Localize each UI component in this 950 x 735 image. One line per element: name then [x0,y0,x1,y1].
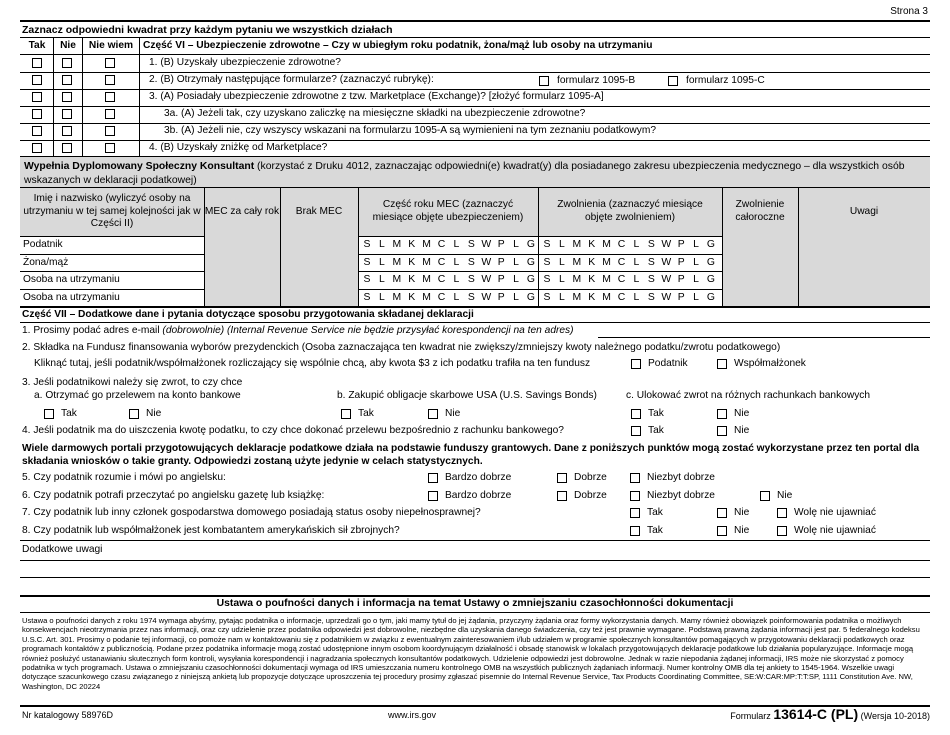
mec-cell[interactable] [204,289,280,307]
mec-months[interactable] [360,274,538,286]
month-cell[interactable]: L [379,291,385,303]
month-cell[interactable]: L [379,239,385,250]
exempt-months[interactable] [540,257,718,269]
q6-no-checkbox[interactable] [62,143,72,153]
q5-good-checkbox[interactable] [557,473,567,483]
month-cell[interactable]: M [572,274,582,285]
month-cell[interactable]: M [392,239,402,250]
q3a-label: a. Otrzymać go przelewem na konto bankowe [34,390,241,401]
month-cell[interactable]: P [677,256,685,268]
month-cell[interactable]: P [677,274,685,285]
q7-no-checkbox[interactable] [717,508,727,518]
q2b-label: Kliknąć tutaj, jeśli podatnik/współmałżonek rozliczający się wspólnie chcą, aby kwota $3 z ich podatku trafiła na ten fundusz [34,358,591,369]
month-cell[interactable]: G [526,291,536,303]
q3a-yes-label: Tak [61,408,77,419]
month-cell[interactable]: W [481,291,492,303]
q7-prefer-not-label: Wolę nie ujawniać [794,507,876,518]
additional-remarks-label: Dodatkowe uwagi [22,544,103,555]
part7-title: Część VII – Dodatkowe dane i pytania dotyczące sposobu przygotowania składanej deklaracji [22,309,474,320]
th-exemptions: Zwolnienia (zaznaczyć miesiące objęte zwolnieniem) [557,199,703,223]
th-name: Imię i nazwisko (wyliczyć osoby na utrzymaniu w tej samej kolejności jak w Części II) [23,192,201,230]
form-1095c-label: formularz 1095-C [686,75,765,86]
month-cell[interactable]: L [633,274,640,285]
q3-label: 3. Jeśli podatnikowi należy się zwrot, to czy chce [22,377,243,388]
question-label: 3. (A) Posiadały ubezpieczenie zdrowotne z tzw. Marketplace (Exchange)? [złożyć formularz 1095-A] [149,91,604,102]
q6-label: 6. Czy podatnik potrafi przeczytać po angielsku gazetę lub książkę: [22,490,325,501]
q3c-label: c. Ulokować zwrot na różnych rachunkach bankowych [626,390,871,401]
fund-spouse-checkbox[interactable] [717,359,727,369]
month-cell[interactable]: W [481,239,492,250]
col-dont-know: Nie wiem [88,40,134,51]
form-1095b-checkbox[interactable] [539,76,549,86]
month-cell[interactable]: S [467,274,475,285]
month-cell[interactable]: P [497,239,505,250]
q6-no-checkbox[interactable] [760,491,770,501]
q3b-no-checkbox[interactable] [428,409,438,419]
q5-label: 5. Czy podatnik rozumie i mówi po angielsku: [22,472,226,483]
fund-taxpayer-label: Podatnik [648,358,688,369]
month-cell[interactable]: G [706,291,716,303]
form-1095b-label: formularz 1095-B [557,75,636,86]
mec-cell[interactable] [280,271,358,289]
month-cell[interactable]: C [617,291,626,303]
q8-yes-checkbox[interactable] [630,526,640,536]
q4-yes-checkbox[interactable] [631,426,641,436]
month-cell[interactable]: L [513,291,519,303]
q1-no-checkbox[interactable] [62,58,72,68]
q1-email-label: 1. Prosimy podać adres e-mail (dobrowolnie) (Internal Revenue Service nie będzie przysyłać korespondencji na ten adres) [22,325,574,336]
month-cell[interactable]: S [543,291,551,303]
mec-months[interactable] [360,239,538,251]
q5-not-well-label: Niezbyt dobrze [647,472,715,483]
grant-notice: Wiele darmowych portali przygotowujących deklaracje podatkowe działa na podstawie funduszy grantowych. Dane z poniższych punktów mogą zostać wykorzystane przez ten portal dla składania wniosków o takie granty. Odpowiedzi zostaną użyte jedynie w celach statystycznych. [22,443,920,468]
month-cell[interactable]: K [408,274,416,285]
mec-cell[interactable] [722,254,798,272]
month-cell[interactable]: S [467,239,475,250]
q3c-no-checkbox[interactable] [717,409,727,419]
q3c-no-label: Nie [734,408,750,419]
q3-no-checkbox[interactable] [62,92,72,102]
q6-good-checkbox[interactable] [557,491,567,501]
month-cell[interactable]: W [661,239,672,250]
q8-label: 8. Czy podatnik lub współmałżonek jest kombatantem amerykańskich sił zbrojnych? [22,525,400,536]
email-input-line[interactable] [598,337,930,338]
q8-no-checkbox[interactable] [717,526,727,536]
month-cell[interactable]: L [693,274,699,285]
month-cell[interactable]: L [513,256,519,268]
q4-yes-checkbox[interactable] [32,109,42,119]
month-cell[interactable]: S [647,239,655,250]
privacy-title: Ustawa o poufności danych i informacja na temat Ustawy o zmniejszaniu czasochłonności dokumentacji [216,598,734,609]
month-cell[interactable]: C [437,291,446,303]
q5-very-good-checkbox[interactable] [428,473,438,483]
q3c-yes-checkbox[interactable] [631,409,641,419]
month-cell[interactable]: W [661,256,672,268]
q3-dont-know-checkbox[interactable] [105,92,115,102]
month-cell[interactable]: M [422,291,431,303]
month-cell[interactable]: L [693,256,699,268]
mec-months[interactable] [360,292,538,304]
month-cell[interactable]: K [588,256,596,268]
month-cell[interactable]: S [467,256,475,268]
month-cell[interactable]: P [677,239,685,250]
mec-cell[interactable] [798,236,930,254]
month-cell[interactable]: S [363,256,371,268]
month-cell[interactable]: M [602,239,611,250]
month-cell[interactable]: P [677,291,685,303]
q8-no-label: Nie [734,525,750,536]
q3a-no-label: Nie [146,408,162,419]
month-cell[interactable]: G [706,274,716,285]
col-yes: Tak [28,40,46,51]
q7-yes-checkbox[interactable] [630,508,640,518]
catalog-number: Nr katalogowy 58976D [22,710,114,720]
person-name: Żona/mąż [23,256,69,268]
mec-cell[interactable] [798,289,930,307]
month-cell[interactable]: C [437,274,446,285]
month-cell[interactable]: G [526,256,536,268]
question-label: 3a. (A) Jeżeli tak, czy uzyskano zaliczkę na miesięczne składki na ubezpieczenie zdrowotne? [164,108,586,119]
remarks-line-1[interactable] [20,560,930,561]
q5-dont-know-checkbox[interactable] [105,126,115,136]
person-name: Osoba na utrzymaniu [23,291,120,303]
question-label: 2. (B) Otrzymały następujące formularze? (zaznaczyć rubrykę): [149,74,434,85]
month-cell[interactable]: C [437,256,446,268]
month-cell[interactable]: L [633,256,640,268]
person-name: Osoba na utrzymaniu [23,274,120,285]
month-cell[interactable]: M [392,274,402,285]
month-cell[interactable]: W [661,274,672,285]
month-cell[interactable]: P [497,291,505,303]
month-cell[interactable]: L [693,239,699,250]
q3-yes-checkbox[interactable] [32,92,42,102]
mec-cell[interactable] [798,271,930,289]
month-cell[interactable]: S [543,256,551,268]
q4-no-checkbox[interactable] [62,109,72,119]
month-cell[interactable]: W [481,256,492,268]
month-cell[interactable]: K [408,256,416,268]
month-cell[interactable]: M [392,291,402,303]
q2-dont-know-checkbox[interactable] [105,75,115,85]
fund-spouse-label: Współmałżonek [734,358,806,369]
month-cell[interactable]: S [363,274,371,285]
q2-no-checkbox[interactable] [62,75,72,85]
month-cell[interactable]: S [363,239,371,250]
month-cell[interactable]: M [392,256,402,268]
mec-cell[interactable] [204,254,280,272]
month-cell[interactable]: L [379,256,385,268]
exempt-months[interactable] [540,239,718,251]
col-no: Nie [60,40,76,51]
mec-cell[interactable] [280,289,358,307]
q4-label: 4. Jeśli podatnik ma do uiszczenia kwotę podatku, to czy chce dokonać przelewu bezpośrednio z rachunku bankowego? [22,425,564,436]
month-cell[interactable]: M [572,239,582,250]
q7-prefer-not-checkbox[interactable] [777,508,787,518]
q8-prefer-not-label: Wolę nie ujawniać [794,525,876,536]
th-mec-full: MEC za cały rok [204,205,280,217]
month-cell[interactable]: L [559,256,565,268]
month-cell[interactable]: L [633,291,640,303]
q6-very-good-checkbox[interactable] [428,491,438,501]
q5-no-checkbox[interactable] [62,126,72,136]
month-cell[interactable]: L [453,291,460,303]
month-cell[interactable]: S [543,239,551,250]
month-cell[interactable]: W [481,274,492,285]
q5-not-well-checkbox[interactable] [630,473,640,483]
month-cell[interactable]: K [408,291,416,303]
month-cell[interactable]: C [437,239,446,250]
q8-yes-label: Tak [647,525,663,536]
fund-taxpayer-checkbox[interactable] [631,359,641,369]
month-cell[interactable]: K [588,291,596,303]
month-cell[interactable]: C [617,256,626,268]
month-cell[interactable]: L [379,274,385,285]
q3c-yes-label: Tak [648,408,664,419]
q7-yes-label: Tak [647,507,663,518]
q6-good-label: Dobrze [574,490,607,501]
month-cell[interactable]: S [647,291,655,303]
q6-dont-know-checkbox[interactable] [105,143,115,153]
month-cell[interactable]: M [422,239,431,250]
month-cell[interactable]: C [617,239,626,250]
month-cell[interactable]: S [467,291,475,303]
month-cell[interactable]: L [633,239,640,250]
q3a-no-checkbox[interactable] [129,409,139,419]
month-cell[interactable]: P [497,274,505,285]
month-cell[interactable]: L [559,291,565,303]
q6-not-well-label: Niezbyt dobrze [647,490,715,501]
q3b-no-label: Nie [445,408,461,419]
month-cell[interactable]: S [647,256,655,268]
mec-cell[interactable] [204,236,280,254]
question-label: 3b. (A) Jeżeli nie, czy wszyscy wskazani na formularzu 1095-A są wymienieni na tym zeznaniu podatkowym? [164,125,657,136]
q3a-yes-checkbox[interactable] [44,409,54,419]
q4-dont-know-checkbox[interactable] [105,109,115,119]
exempt-months[interactable] [540,292,718,304]
month-cell[interactable]: L [513,274,519,285]
q6-yes-checkbox[interactable] [32,143,42,153]
mec-cell[interactable] [204,271,280,289]
irs-url[interactable]: www.irs.gov [388,710,437,720]
month-cell[interactable]: M [422,256,431,268]
month-cell[interactable]: L [513,239,519,250]
month-cell[interactable]: M [602,256,611,268]
question-label: 4. (B) Uzyskały zniżkę od Marketplace? [149,142,328,153]
month-cell[interactable]: G [526,274,536,285]
remarks-line-2[interactable] [20,577,930,578]
month-cell[interactable]: M [572,291,582,303]
q2-label: 2. Składka na Fundusz finansowania wyborów prezydenckich (Osoba zaznaczająca ten kwadrat nie zwiększy/zmniejszy kwoty należnego podatku/zwrotu podatkowego) [22,342,781,353]
month-cell[interactable]: K [588,274,596,285]
month-cell[interactable]: L [693,291,699,303]
q5-very-good-label: Bardzo dobrze [445,472,512,483]
mec-cell[interactable] [722,236,798,254]
person-name: Podatnik [23,239,63,250]
q4-yes-label: Tak [648,425,664,436]
mec-cell[interactable] [722,271,798,289]
month-cell[interactable]: P [497,256,505,268]
exempt-months[interactable] [540,274,718,286]
month-cell[interactable]: K [588,239,596,250]
mec-cell[interactable] [722,289,798,307]
q1-dont-know-checkbox[interactable] [105,58,115,68]
month-cell[interactable]: C [617,274,626,285]
q3b-yes-checkbox[interactable] [341,409,351,419]
question-label: 1. (B) Uzyskały ubezpieczenie zdrowotne? [149,57,341,68]
month-cell[interactable]: L [559,239,565,250]
page-number: Strona 3 [890,6,928,17]
q3b-label: b. Zakupić obligacje skarbowe USA (U.S. Savings Bonds) [337,390,597,401]
mec-months[interactable] [360,257,538,269]
q3b-yes-label: Tak [358,408,374,419]
q6-very-good-label: Bardzo dobrze [445,490,512,501]
q7-label: 7. Czy podatnik lub inny członek gospodarstwa domowego posiadają status osoby niepełnosprawnej? [22,507,481,518]
privacy-text: Ustawa o poufności danych z roku 1974 wymaga abyśmy, pytając podatnika o informacje, uprzedzali go o tym, jaki mamy tytuł do jej żądania, przyczyny żądania oraz formy wykorzystania danych. Mamy również obowiązek poinformowania podatnika o możliwych konsekwencjach nieotrzymania przez nas informacji, oraz czy udzielenie przez podatnika odpowiedzi jest dobrowolne, niezbędne dla uzyskania danego świadczenia, czy też jest prawnie wymagane. Podstawą prawną żądania informacji jest par. 5 federalnego kodeksu U.S.C. Art. 301. Prosimy o podanie tej informacji, co pomoże nam w kontaktowaniu się z podatnikiem w związku z ewentualnym zainteresowaniem i/lub udziałem w programie społecznych konsultantów pomagających w przygotowaniu deklaracji podatkowych oraz programach kontaktów z publicznością. Podane przez podatnika informacje mogą zostać udostępnione innym osobom koordynującym działalność i obsadę stanowisk w lokalach przygotowujących deklaracje podatkowe lub działania popularyzujące. Informacje mogą również posłużyć ustanawianiu skutecznych form kontroli, wysyłania korespondencji i nagradzania społecznych konsultantów podatkowych. Udzielenie odpowiedzi jest dobrowolne. Jednak w razie niepodania żądanej informacji, IRS może nie skorzystać z pomocy podatnika w tych programach. Ustawa o zmniejszaniu czasochłonności dokumentacji wymaga od IRS umieszczania numeru kontrolnego OMB na wszystkich publicznych żądaniach informacji. Numer kontrolny OMB dla tej ankiety to 1545-1964. Wszelkie uwagi dotyczące szacunkowego czasu związanego z niniejszą ankietą lub propozycje dotyczące uproszczenia tej procedury prosimy zgłaszać pisemnie do Internal Revenue Service, Tax Products Coordinating Committee, SE:W:CAR:MP:T:T:SP, 1111 Constitution Ave. NW, Washington, DC 20224 [22,616,920,691]
q8-prefer-not-checkbox[interactable] [777,526,787,536]
month-cell[interactable]: L [559,274,565,285]
q1-yes-checkbox[interactable] [32,58,42,68]
q4-no-checkbox[interactable] [717,426,727,436]
month-cell[interactable]: L [453,239,460,250]
consultant-instructions: Wypełnia Dyplomowany Społeczny Konsultant (korzystać z Druku 4012, zaznaczając odpowiedni(e) kwadrat(y) dla posiadanego zakresu ubezpieczenia medycznego – dla wszystkich osób wskazanych w deklaracji podatkowej) [24,161,905,186]
part6-title: Część VI – Ubezpieczenie zdrowotne – Czy w ubiegłym roku podatnik, żona/mąż lub osoby na utrzymaniu [143,40,653,51]
q4-no-label: Nie [734,425,750,436]
month-cell[interactable]: G [526,239,536,250]
month-cell[interactable]: M [602,291,611,303]
th-mec-part: Część roku MEC (zaznaczyć miesiące objęte ubezpieczeniem) [372,199,524,223]
month-cell[interactable]: M [422,274,431,285]
q6-not-well-checkbox[interactable] [630,491,640,501]
mec-cell[interactable] [798,254,930,272]
instructions: Zaznacz odpowiedni kwadrat przy każdym pytaniu we wszystkich działach [22,24,393,36]
month-cell[interactable]: M [572,256,582,268]
month-cell[interactable]: S [543,274,551,285]
month-cell[interactable]: S [363,291,371,303]
th-exempt-full: Zwolnienie całoroczne [735,199,785,223]
q2-yes-checkbox[interactable] [32,75,42,85]
month-cell[interactable]: G [706,239,716,250]
form-id: Formularz 13614-C (PL) (Wersja 10-2018) [730,706,930,722]
q5-good-label: Dobrze [574,472,607,483]
mec-cell[interactable] [280,254,358,272]
mec-cell[interactable] [280,236,358,254]
month-cell[interactable]: M [602,274,611,285]
th-remarks: Uwagi [849,206,879,218]
month-cell[interactable]: G [706,256,716,268]
q7-no-label: Nie [734,507,750,518]
month-cell[interactable]: L [453,274,460,285]
month-cell[interactable]: L [453,256,460,268]
q6-no-label: Nie [777,490,793,501]
month-cell[interactable]: K [408,239,416,250]
form-1095c-checkbox[interactable] [668,76,678,86]
month-cell[interactable]: S [647,274,655,285]
q5-yes-checkbox[interactable] [32,126,42,136]
month-cell[interactable]: W [661,291,672,303]
th-no-mec: Brak MEC [295,206,343,218]
